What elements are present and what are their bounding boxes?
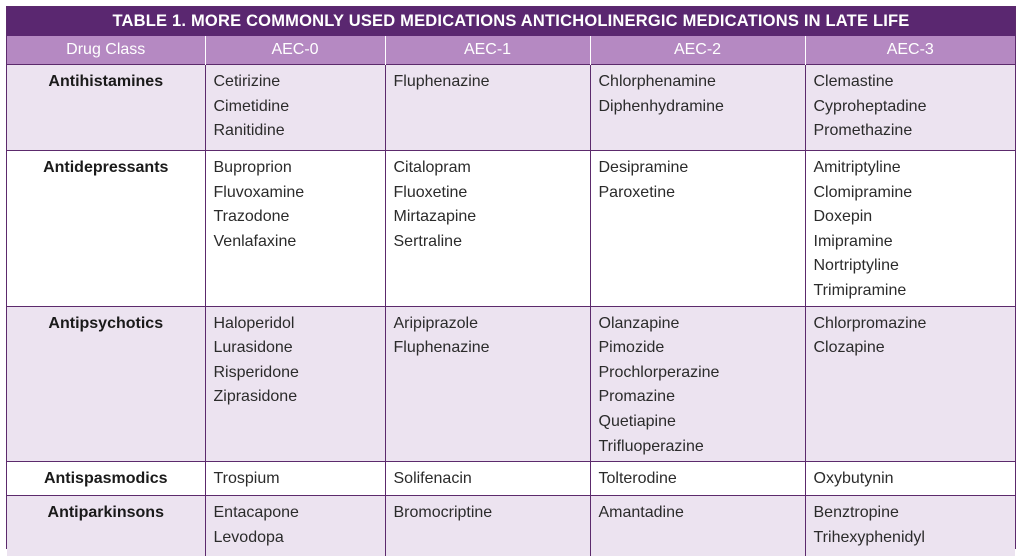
drug-name: Paroxetine <box>598 183 675 201</box>
drug-class-cell: Antihistamines <box>7 65 205 151</box>
drug-name: Doxepin <box>813 208 873 226</box>
aec-2-cell <box>590 151 805 307</box>
table-row-antihistamines <box>7 65 1015 151</box>
drug-name: Fluphenazine <box>393 339 490 357</box>
drug-name: Amantadine <box>598 504 684 522</box>
aec-2-cell <box>590 65 805 151</box>
drug-name: Olanzapine <box>598 314 680 332</box>
medication-table-figure <box>6 6 1016 549</box>
aec-0-cell <box>205 151 385 307</box>
drug-name: Levodopa <box>213 528 284 546</box>
aec-3-cell <box>805 65 1015 151</box>
drug-name: Chlorphenamine <box>598 73 716 90</box>
header-aec-2: AEC-2 <box>590 36 805 65</box>
drug-name: Clemastine <box>813 73 894 90</box>
medication-table <box>7 36 1015 556</box>
drug-name: Fluphenazine <box>393 73 490 90</box>
drug-name: Diphenhydramine <box>598 97 724 115</box>
aec-2-cell <box>590 306 805 462</box>
drug-name: Promazine <box>598 388 675 406</box>
drug-name: Venlafaxine <box>213 232 297 250</box>
drug-name: Risperidone <box>213 363 299 381</box>
drug-name: Clomipramine <box>813 183 913 201</box>
drug-name: Citalopram <box>393 159 471 176</box>
aec-0-cell <box>205 65 385 151</box>
aec-2-cell <box>590 462 805 496</box>
aec-1-cell <box>385 462 590 496</box>
drug-class-cell: Antiparkinsons <box>7 496 205 556</box>
drug-name: Quetiapine <box>598 412 676 430</box>
table-row-antidepressants <box>7 151 1015 307</box>
drug-name: Oxybutynin <box>813 470 894 488</box>
drug-name: Ziprasidone <box>213 388 298 406</box>
drug-name: Trimipramine <box>813 281 907 299</box>
drug-name: Fluvoxamine <box>213 183 305 201</box>
drug-name: Trifluoperazine <box>598 437 704 455</box>
drug-name: Cyproheptadine <box>813 97 927 115</box>
drug-name: Cimetidine <box>213 97 290 115</box>
drug-name: Trazodone <box>213 208 290 226</box>
aec-3-cell <box>805 462 1015 496</box>
drug-name: Ranitidine <box>213 122 285 140</box>
aec-0-cell <box>205 306 385 462</box>
drug-name: Trihexyphenidyl <box>813 528 925 546</box>
drug-name: Promethazine <box>813 122 913 140</box>
drug-class-cell: Antidepressants <box>7 151 205 307</box>
drug-name: Fluoxetine <box>393 183 468 201</box>
drug-name: Cetirizine <box>213 73 281 90</box>
header-aec-0: AEC-0 <box>205 36 385 65</box>
drug-name: Mirtazapine <box>393 208 477 226</box>
drug-class-cell: Antipsychotics <box>7 306 205 462</box>
drug-name: Haloperidol <box>213 314 295 332</box>
drug-name: Aripiprazole <box>393 314 478 332</box>
drug-class-cell: Antispasmodics <box>7 462 205 496</box>
header-drug-class: Drug Class <box>7 36 205 65</box>
table-row-antipsychotics <box>7 306 1015 462</box>
drug-name: Pimozide <box>598 339 665 357</box>
aec-0-cell <box>205 496 385 556</box>
drug-name: Chlorpromazine <box>813 314 927 332</box>
table-row-antiparkinsons <box>7 496 1015 556</box>
drug-name: Entacapone <box>213 504 299 522</box>
drug-name: Prochlorperazine <box>598 363 720 381</box>
aec-1-cell <box>385 151 590 307</box>
header-aec-1: AEC-1 <box>385 36 590 65</box>
aec-0-cell <box>205 462 385 496</box>
drug-name: Buproprion <box>213 159 292 176</box>
drug-name: Clozapine <box>813 339 885 357</box>
aec-1-cell <box>385 65 590 151</box>
drug-name: Desipramine <box>598 159 689 176</box>
drug-name: Tolterodine <box>598 470 677 488</box>
aec-1-cell <box>385 496 590 556</box>
drug-name: Sertraline <box>393 232 462 250</box>
drug-name: Imipramine <box>813 232 893 250</box>
drug-name: Solifenacin <box>393 470 472 488</box>
header-row <box>7 36 1015 65</box>
header-aec-3: AEC-3 <box>805 36 1015 65</box>
aec-2-cell <box>590 496 805 556</box>
aec-3-cell <box>805 306 1015 462</box>
drug-name: Bromocriptine <box>393 504 493 522</box>
aec-1-cell <box>385 306 590 462</box>
table-title: TABLE 1. MORE COMMONLY USED MEDICATIONS ANTICHOLINERGIC MEDICATIONS IN LATE LIFE <box>7 7 1015 36</box>
table-row-antispasmodics <box>7 462 1015 496</box>
drug-name: Trospium <box>213 470 280 488</box>
drug-name: Lurasidone <box>213 339 293 357</box>
aec-3-cell <box>805 496 1015 556</box>
drug-name: Benztropine <box>813 504 899 522</box>
aec-3-cell <box>805 151 1015 307</box>
drug-name: Amitriptyline <box>813 159 901 176</box>
drug-name: Nortriptyline <box>813 257 899 275</box>
